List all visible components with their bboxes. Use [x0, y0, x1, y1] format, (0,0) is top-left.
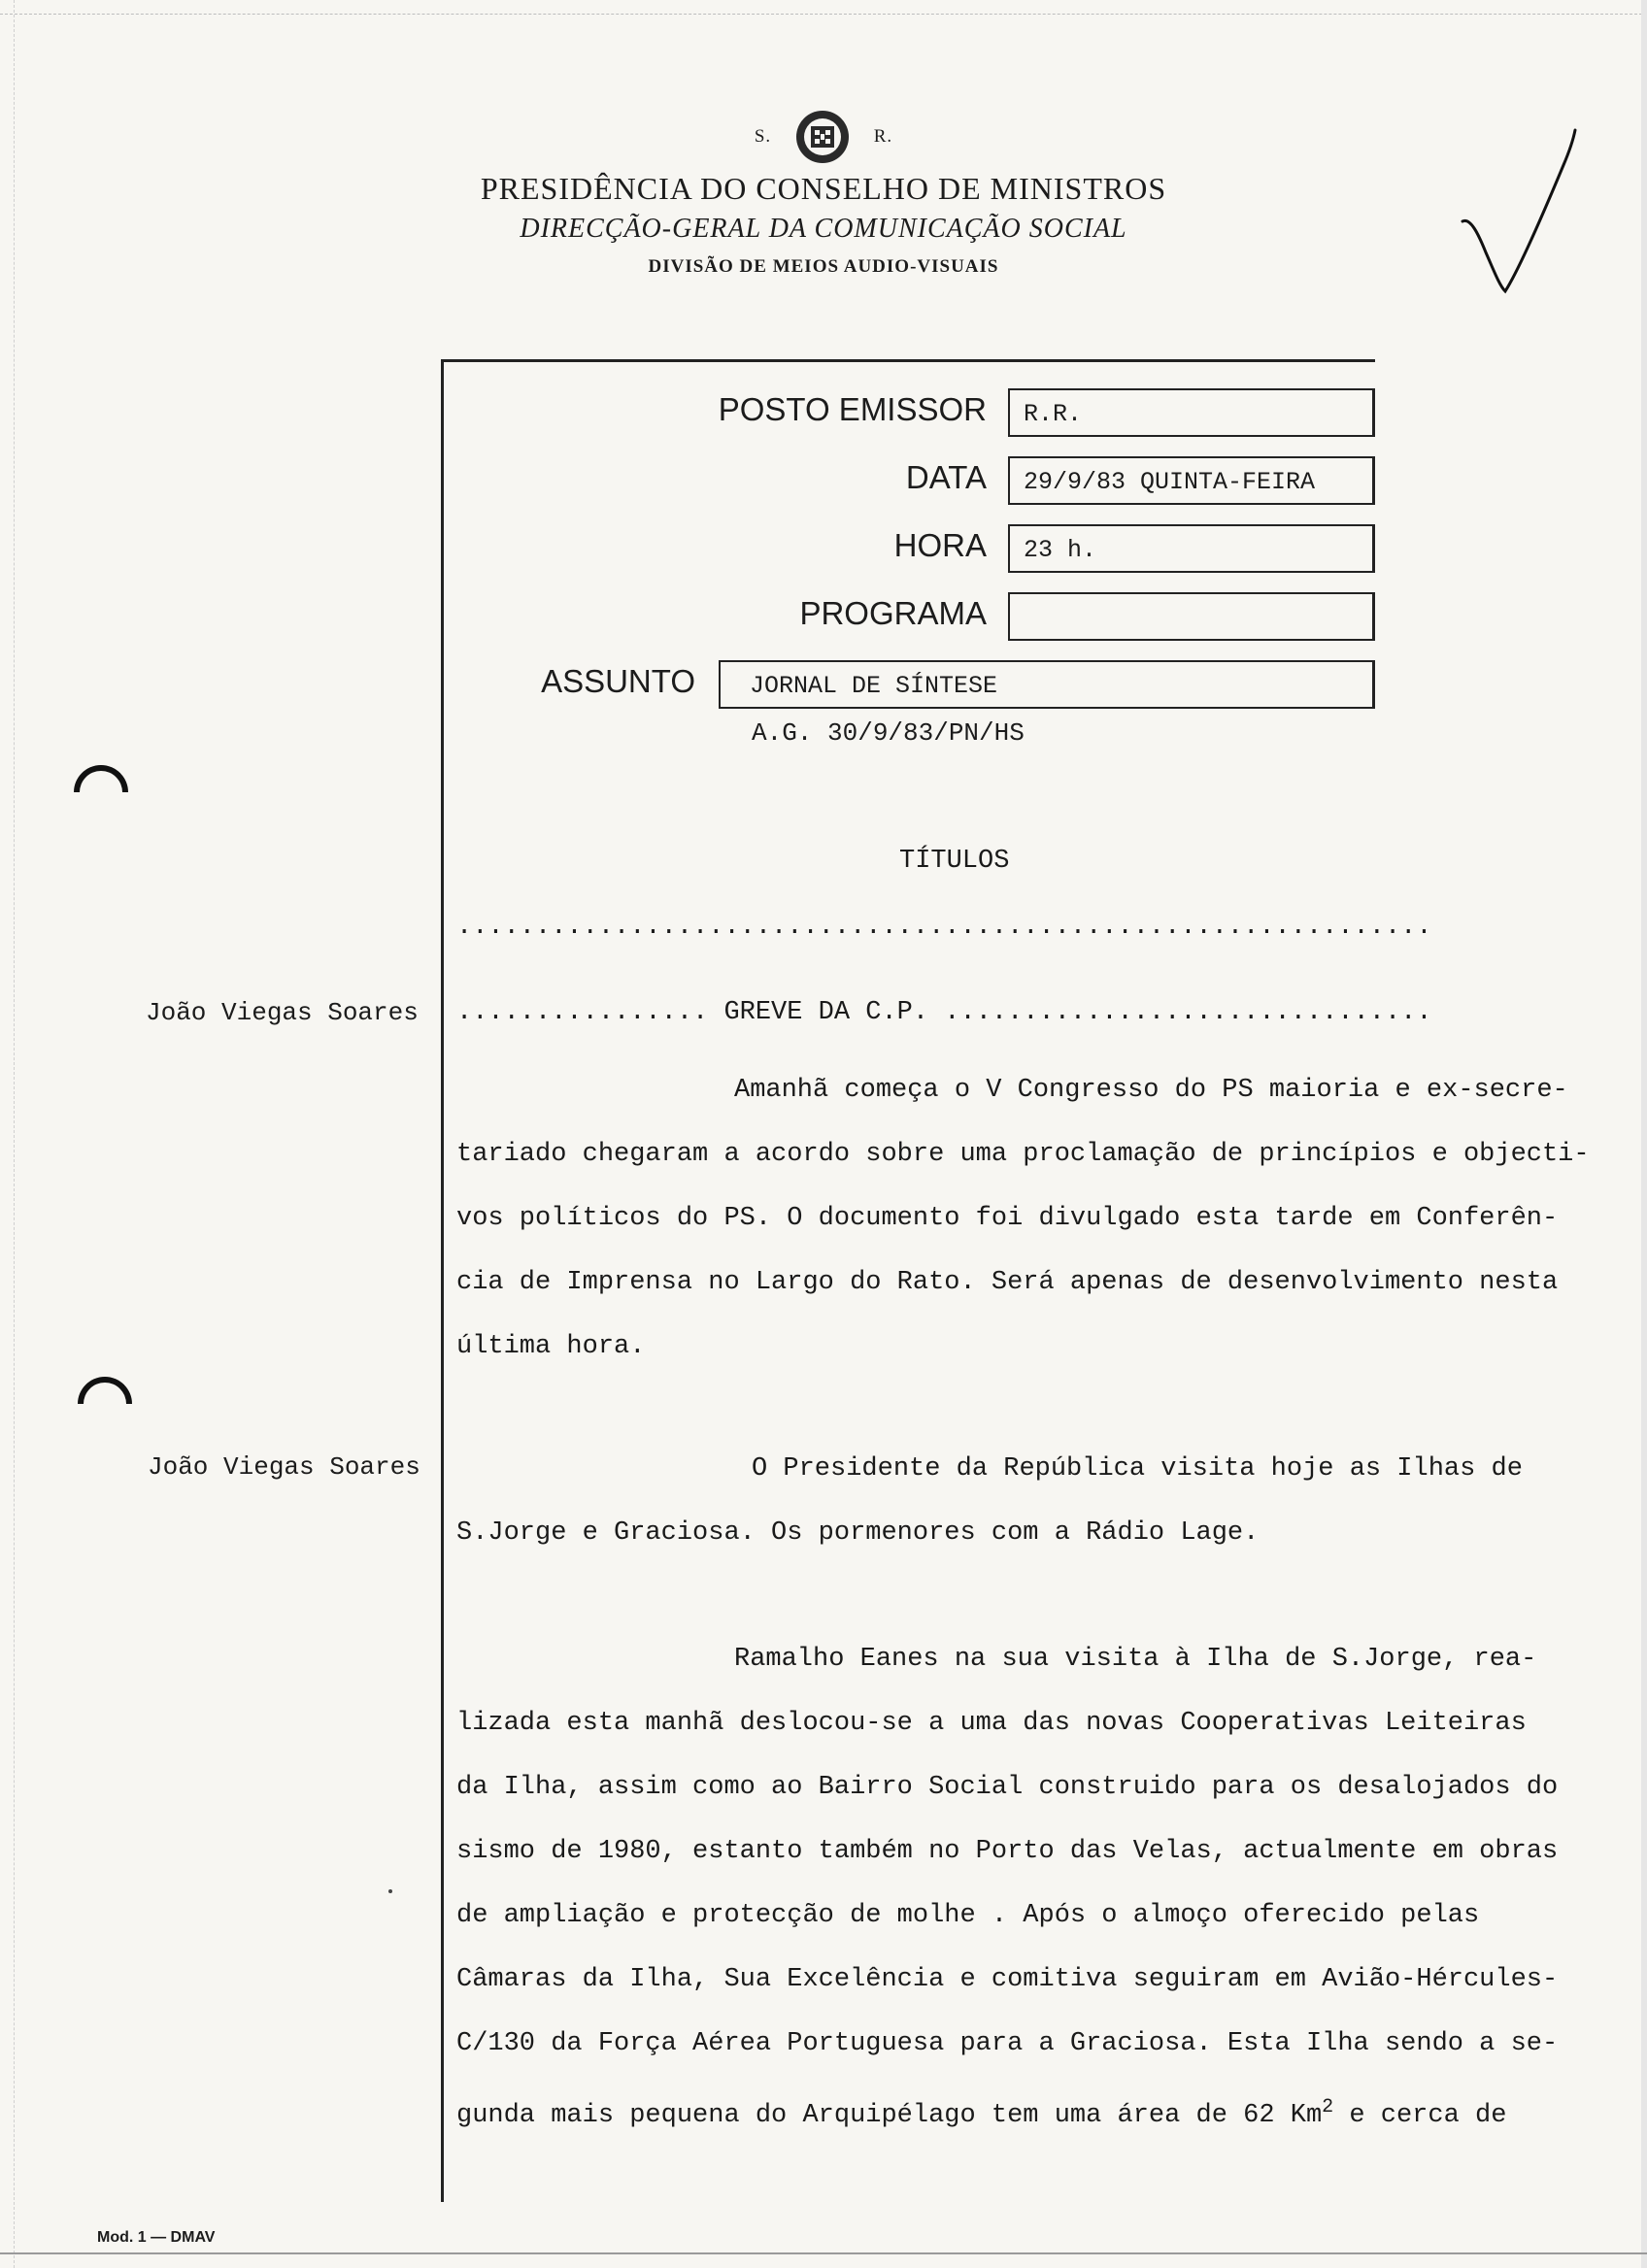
- paragraph-line: vos políticos do PS. O documento foi divulgado esta tarde em Conferên-: [456, 1204, 1559, 1233]
- form-code: Mod. 1 — DMAV: [97, 2229, 216, 2246]
- page-top-edge: [0, 0, 1647, 15]
- page-bottom-edge: [0, 2252, 1647, 2268]
- assunto-field: JORNAL DE SÍNTESE: [719, 660, 1375, 709]
- hora-field: 23 h.: [1008, 524, 1375, 573]
- news-paragraph-3: [456, 1627, 1558, 2148]
- dotted-separator: ..............................................................: [456, 913, 1432, 942]
- section-title: TÍTULOS: [899, 847, 1010, 876]
- organization-name: PRESIDÊNCIA DO CONSELHO DE MINISTROS: [480, 171, 1167, 206]
- reference-code: A.G. 30/9/83/PN/HS: [752, 718, 1025, 748]
- paragraph-line: última hora.: [456, 1332, 646, 1361]
- margin-mark: [78, 1377, 132, 1404]
- paragraph-line: Ramalho Eanes na sua visita à Ilha de S.Jorge, rea-: [734, 1645, 1537, 1674]
- programa-label: PROGRAMA: [799, 595, 987, 631]
- posto-emissor-field: R.R.: [1008, 388, 1375, 437]
- last-line-start: gunda mais pequena do Arquipélago tem uma área de 62 Km: [456, 2101, 1323, 2130]
- greve-left-dots: ................: [456, 998, 709, 1027]
- margin-mark: [74, 765, 128, 792]
- left-mark: S.: [754, 126, 772, 147]
- paragraph-line: Câmaras da Ilha, Sua Excelência e comitiva seguiram em Avião-Hércules-: [456, 1965, 1559, 1994]
- paragraph-line: de ampliação e protecção de molhe . Após o almoço oferecido pelas: [456, 1901, 1480, 1930]
- paragraph-line: cia de Imprensa no Largo do Rato. Será apenas de desenvolvimento nesta: [456, 1268, 1559, 1297]
- paragraph-line: tariado chegaram a acordo sobre uma proclamação de princípios e objecti-: [456, 1140, 1590, 1169]
- programa-field: [1008, 592, 1375, 641]
- handwritten-check-icon: [1457, 124, 1593, 299]
- last-line-end: e cerca de: [1333, 2101, 1507, 2130]
- paragraph-line: [456, 2076, 1558, 2148]
- page-right-edge: [1641, 0, 1647, 2268]
- paragraph-line: sismo de 1980, estanto também no Porto das Velas, actualmente em obras: [456, 1837, 1559, 1866]
- paragraph-line: lizada esta manhã deslocou-se a uma das novas Cooperativas Leiteiras: [456, 1709, 1527, 1738]
- right-mark: R.: [873, 126, 893, 147]
- paragraph-line: S.Jorge e Graciosa. Os pormenores com a Rádio Lage.: [456, 1518, 1260, 1548]
- greve-title: GREVE DA C.P.: [723, 998, 929, 1027]
- superscript: 2: [1322, 2096, 1334, 2118]
- paragraph-line: C/130 da Força Aérea Portuguesa para a Graciosa. Esta Ilha sendo a se-: [456, 2029, 1559, 2058]
- letterhead-seal-row: [0, 109, 1647, 165]
- greve-right-dots: ...............................: [944, 998, 1432, 1027]
- paragraph-line: da Ilha, assim como ao Bairro Social construido para os desalojados do: [456, 1773, 1559, 1802]
- hora-label: HORA: [893, 527, 987, 563]
- headline-greve: [456, 998, 1622, 1027]
- page-left-edge: [0, 0, 15, 2268]
- data-field: 29/9/83 QUINTA-FEIRA: [1008, 456, 1375, 505]
- paragraph-line: O Presidente da República visita hoje as Ilhas de: [752, 1454, 1523, 1484]
- data-label: DATA: [905, 459, 987, 495]
- news-paragraph-2: [456, 1437, 1523, 1565]
- assunto-label: ASSUNTO: [541, 663, 695, 699]
- margin-rule: [441, 359, 444, 2202]
- scan-speck: [388, 1889, 392, 1893]
- paragraph-line: Amanhã começa o V Congresso do PS maioria e ex-secre-: [734, 1076, 1568, 1105]
- coat-of-arms-icon: [794, 109, 851, 165]
- posto-emissor-label: POSTO EMISSOR: [718, 391, 987, 427]
- form-top-rule: [441, 359, 1375, 362]
- news-paragraph-1: [456, 1058, 1590, 1379]
- directorate-name: DIRECÇÃO-GERAL DA COMUNICAÇÃO SOCIAL: [520, 214, 1127, 244]
- speaker-name: João Viegas Soares: [148, 1452, 420, 1482]
- division-name: DIVISÃO DE MEIOS AUDIO-VISUAIS: [648, 256, 999, 277]
- speaker-name: João Viegas Soares: [146, 998, 419, 1027]
